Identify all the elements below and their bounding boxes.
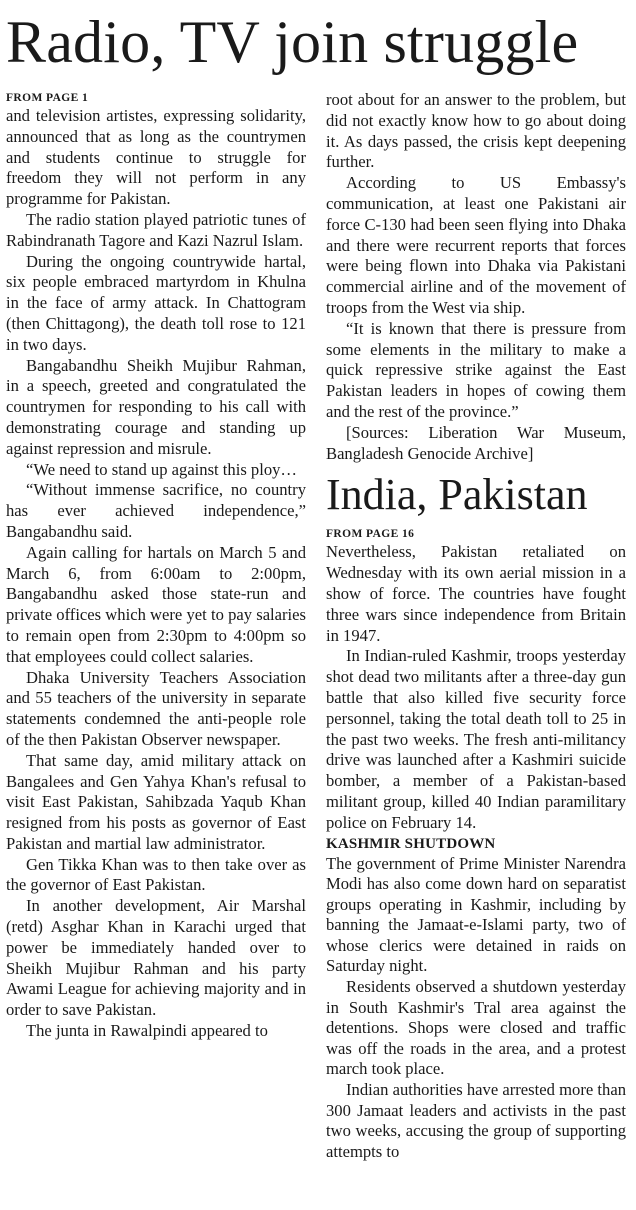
paragraph: The junta in Rawalpindi appeared to xyxy=(26,1021,268,1041)
paragraph: Bangabandhu Sheikh Mujibur Rahman, in a speech, greeted and congratulated the countrymen for responding to his call with demonstrating courage and standing up against repression and misrule. xyxy=(6,355,306,458)
subsection xyxy=(326,854,626,1163)
paragraph: The government of Prime Minister Narendra Modi has also come down hard on separatist groups operating in Kashmir, including by banning the Jamaat-e-Islami party, two of whose clerics were detained in raids on Saturday night. xyxy=(326,853,626,976)
paragraph: In another development, Air Marshal (retd) Asghar Khan in Karachi urged that power be immediately handed over to Sheikh Mujibur Rahman and his party Awami League for achieving majority and in order to save Pakistan. xyxy=(6,896,306,1020)
paragraph: In Indian-ruled Kashmir, troops yesterday shot dead two militants after a three-day gun battle that also killed five security force personnel, taking the total death toll to 25 in the past two weeks. The fresh anti-militancy drive was launched after a Kashmiri suicide bomber, a member of a Pakistan-based militant group, killed 40 Indian paramilitary police on February 14. xyxy=(326,646,626,832)
paragraph: The radio station played patriotic tunes of Rabindranath Tagore and Kazi Nazrul Islam. xyxy=(6,209,306,250)
left-column xyxy=(6,90,306,1042)
paragraph: According to US Embassy's communication, at least one Pakistani air force C-130 had been seen flying into Dhaka and there were recurrent reports that forces were being flown into Dhaka via Pakistani commercial airline and of the movement of troops from the West via ship. xyxy=(326,173,626,317)
paragraph: and television artistes, expressing solidarity, announced that as long as the countrymen and students continue to struggle for freedom they will not perform in any programme for Pakistan. xyxy=(6,106,306,209)
paragraph: That same day, amid military attack on Bangalees and Gen Yahya Khan's refusal to visit East Pakistan, Sahibzada Yaqub Khan resigned from his posts as governor of East Pakistan and martial law administrator. xyxy=(6,750,306,853)
right-column xyxy=(326,90,626,1162)
section-subhead: KASHMIR SHUTDOWN xyxy=(326,835,496,852)
story2-headline: India, Pakistan xyxy=(326,470,588,520)
paragraph: Again calling for hartals on March 5 and March 6, from 6:00am to 2:00pm, Bangabandhu asked those state-run and private offices which were yet to pay salaries to remain open from 2:30pm to 4:00pm so that employees could collect salaries. xyxy=(6,542,306,666)
paragraph: root about for an answer to the problem, but did not exactly know how to go about doing it. As days passed, the crisis kept deepening further. xyxy=(326,90,626,172)
paragraph: Nevertheless, Pakistan retaliated on Wednesday with its own aerial mission in a show of force. The countries have fought three wars since independence from Britain in 1947. xyxy=(326,542,626,645)
paragraph: “Without immense sacrifice, no country has ever achieved independence,” Bangabandhu said. xyxy=(6,480,306,541)
jump-label: FROM PAGE 16 xyxy=(326,528,415,541)
paragraph: Gen Tikka Khan was to then take over as the governor of East Pakistan. xyxy=(6,854,306,895)
paragraph: “We need to stand up against this ploy… xyxy=(26,459,298,479)
story-headline: Radio, TV join struggle xyxy=(6,9,579,75)
sources-line: [Sources: Liberation War Museum, Bangladesh Genocide Archive] xyxy=(326,422,626,463)
paragraph: “It is known that there is pressure from some elements in the military to make a quick repressive strike against the East Pakistan leaders in hopes of cowing them and the rest of the province.” xyxy=(326,318,626,421)
paragraph: Dhaka University Teachers Association and 55 teachers of the university in separate statements condemned the anti-people role of the then Pakistan Observer newspaper. xyxy=(6,667,306,749)
paragraph: Indian authorities have arrested more than 300 Jamaat leaders and activists in the past two weeks, accusing the group of supporting attempts to xyxy=(326,1080,626,1161)
jump-label: FROM PAGE 1 xyxy=(6,92,89,104)
paragraph: Residents observed a shutdown yesterday in South Kashmir's Tral area against the detentions. Shops were closed and traffic was off the roads in the area, and a protest march took place. xyxy=(326,977,626,1079)
paragraph: During the ongoing countrywide hartal, six people embraced martyrdom in Khulna in the face of army attack. In Chattogram (then Chittagong), the death toll rose to 121 in two days. xyxy=(6,251,306,354)
